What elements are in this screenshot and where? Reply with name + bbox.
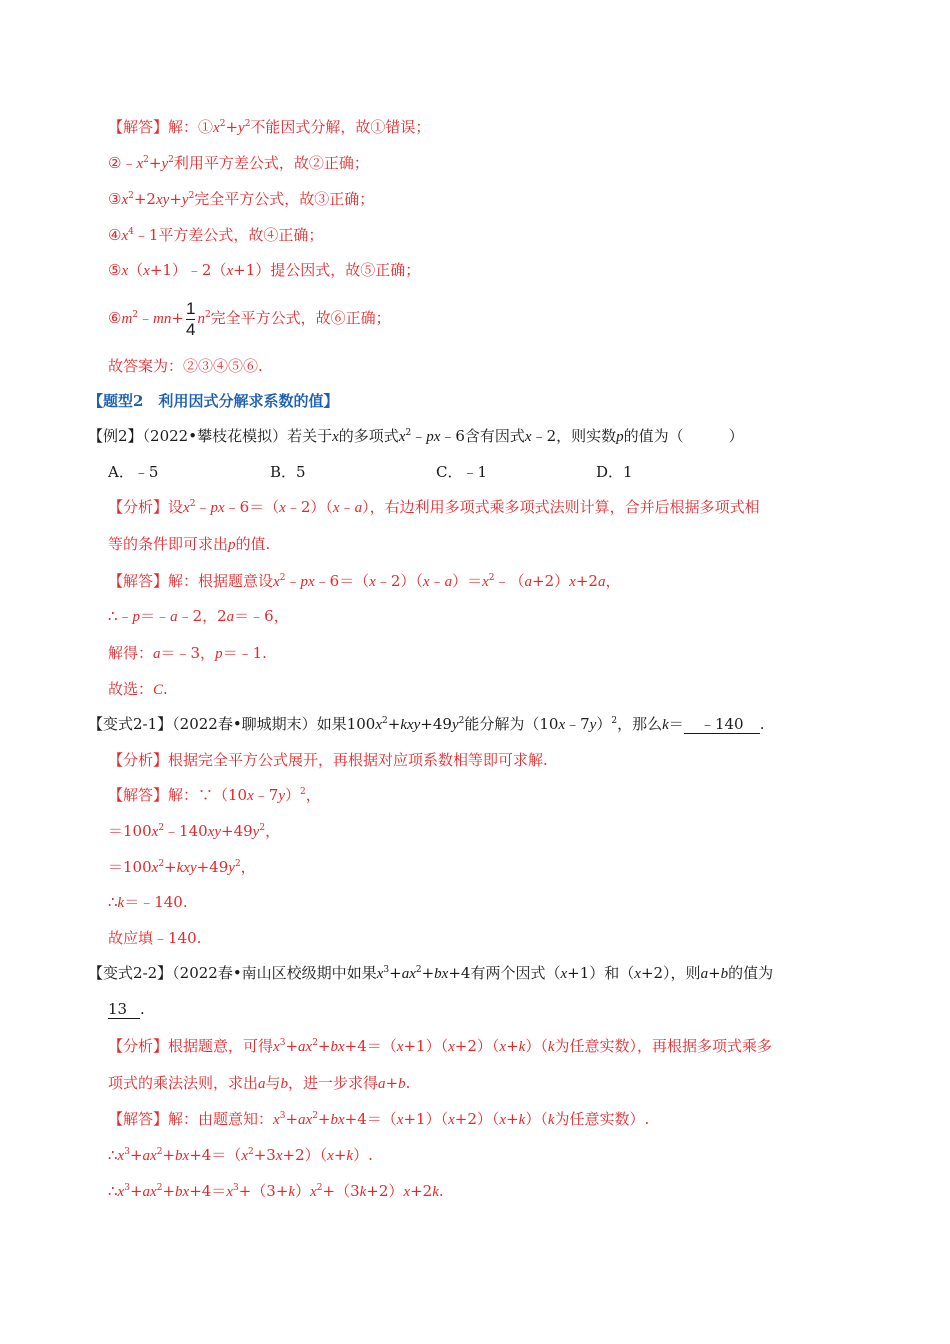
analysis-text: 根据完全平方公式展开，再根据对应项系数相等即可求解. [168, 751, 548, 769]
variant21-source: （2022春•聊城期末） [172, 715, 317, 733]
answer-label: 【解答】 [108, 572, 169, 590]
analysis-label: 【分析】 [108, 498, 169, 516]
option-b[interactable] [270, 462, 306, 482]
option-d-letter: D． [596, 463, 624, 481]
answer-final: 故答案为：②③④⑤⑥. [108, 357, 263, 375]
variant22-analysis-line-1: 【分析】根据题意，可得$x^3+ax^2+bx+4=(x+1)(x+2)(x+k)(k$为任意实数），再根据多项式乘多 [108, 1037, 773, 1055]
example2-analysis-line-1: 【分析】设$x^2﹣px﹣6=(x﹣2)(x﹣a)$，右边利用多项式乘多项式法则计算，合并后根据多项式相 [108, 498, 760, 516]
example2-options [108, 462, 708, 482]
example2-source: （2022•攀枝花模拟） [142, 427, 288, 445]
variant22-analysis-line-2: 项式的乘法法则，求出a与b，进一步求得a+b. [108, 1074, 411, 1092]
example2-answer-line-4: 故选：C. [108, 680, 168, 698]
variant22-answer-line-1: 【解答】解：由题意知：$x^3+ax^2+bx+4=(x+1)(x+2)(x+k)(k$为任意实数）. [108, 1110, 650, 1128]
option-a[interactable] [108, 462, 158, 482]
variant22-label: 【变式2-2】 [88, 964, 173, 982]
example2-question: 【例2】（2022•攀枝花模拟）若关于x的多项式$x^2﹣px﹣6$含有因式x﹣2，则实数p的值为（ ） [88, 427, 744, 445]
answer-line-1: 【解答】解：$①x^2+y^2$不能因式分解，故①错误； [108, 118, 431, 136]
variant21-analysis [108, 750, 548, 770]
variant21-answer-line-2: $=100x^2﹣140xy+49y^2$， [108, 822, 281, 840]
answer-line-3: $③x^2+2xy+y^2$完全平方公式，故③正确； [108, 190, 375, 208]
example2-answer-line-1: 【解答】解：根据题意设$x^2﹣px﹣6=(x﹣2)(x﹣a)=x^2﹣(a+2)x+2a$， [108, 572, 621, 590]
variant21-answer-line-5: 故应填﹣140. [108, 929, 202, 947]
variant21-answer-line-4: ∴k＝﹣140. [108, 893, 188, 911]
variant21-answer-line-1: 【解答】解：∵（10x﹣7y）$^2$， [108, 786, 321, 804]
answer-line-5: ⑤x（x+1）﹣2（x+1）提公因式，故⑤正确； [108, 261, 421, 279]
option-a-letter: A． [108, 463, 134, 481]
variant21-answer-blank[interactable]: ﹣140 [684, 715, 760, 734]
variant22-source: （2022春•南山区校级期中 [172, 964, 347, 982]
variant22-answer-line-3: $\therefore x^3+ax^2+bx+4=x^3+(3+k)x^2+(3k+2)x+2k$. [108, 1182, 444, 1200]
frac-denominator: 4 [185, 319, 196, 339]
option-c[interactable] [436, 462, 487, 482]
example2-answer-line-2: ∴﹣p＝﹣a﹣2，2a＝﹣6， [108, 607, 289, 625]
variant21-question: 【变式2-1】（2022春•聊城期末）如果$100x^2+kxy+49y^2$能分解为（10x﹣7y）$^2$，那么k＝ ﹣140 . [88, 715, 765, 733]
option-c-letter: C． [436, 463, 463, 481]
option-d-value: 1 [623, 463, 633, 481]
analysis-label: 【分析】 [108, 751, 169, 769]
fraction-one-quarter [186, 299, 195, 340]
variant22-answer-blank[interactable]: 13 [108, 1000, 140, 1019]
variant22-answer-line: 13 . [108, 1000, 145, 1018]
option-b-value: 5 [296, 463, 306, 481]
answer-line-2: $②﹣x^2+y^2$利用平方差公式，故②正确； [108, 154, 369, 172]
variant22-question: 【变式2-2】（2022春•南山区校级期中如果$x^3+ax^2+bx+4$有两个因式（x+1）和（x+2），则a+b的值为 [88, 964, 774, 982]
variant21-answer-line-3: $=100x^2+kxy+49y^2$， [108, 858, 256, 876]
answer-line-6: $⑥m^2﹣mn+$ $\frac{1}{4}$ $n^2$完全平方公式，故⑥正确； [108, 298, 391, 339]
variant22-answer-line-2: $\therefore x^3+ax^2+bx+4=(x^2+3x+2)(x+k)$. [108, 1146, 373, 1164]
option-d[interactable] [596, 462, 633, 482]
answer-label: 【解答】 [108, 1110, 169, 1128]
option-b-letter: B． [270, 463, 297, 481]
answer-label: 【解答】 [108, 118, 169, 136]
analysis-label: 【分析】 [108, 1037, 169, 1055]
example2-analysis-line-2: 等的条件即可求出p的值. [108, 535, 271, 553]
variant21-label: 【变式2-1】 [88, 715, 173, 733]
example2-answer-line-3: 解得：a＝﹣3，p＝﹣1. [108, 644, 267, 662]
example2-label: 【例2】 [88, 427, 143, 445]
option-a-value: ﹣5 [133, 463, 159, 481]
option-c-value: ﹣1 [462, 463, 488, 481]
answer-label: 【解答】 [108, 786, 169, 804]
frac-numerator: 1 [185, 298, 196, 318]
topic-heading: 【题型2 利用因式分解求系数的值】 [88, 392, 339, 410]
answer-line-4: $④x^4﹣1$平方差公式，故④正确； [108, 226, 324, 244]
